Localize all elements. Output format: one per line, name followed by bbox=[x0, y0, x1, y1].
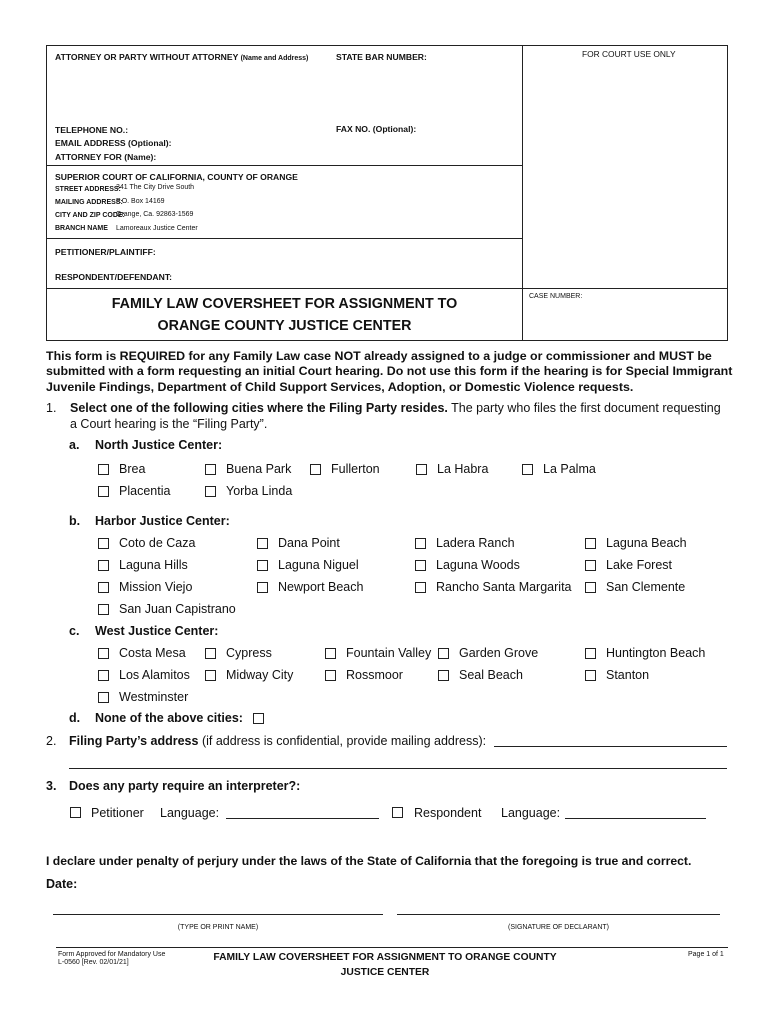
city-label-rancho-santa-margarita: Rancho Santa Margarita bbox=[436, 580, 572, 594]
petitioner-language-label: Language: bbox=[160, 806, 220, 820]
petitioner-checkbox[interactable] bbox=[70, 807, 81, 818]
checkbox-fullerton[interactable] bbox=[310, 464, 321, 475]
checkbox-brea[interactable] bbox=[98, 464, 109, 475]
city-label-ladera-ranch: Ladera Ranch bbox=[436, 536, 515, 550]
respondent-language-label: Language: bbox=[501, 806, 561, 820]
city-label-coto-de-caza: Coto de Caza bbox=[119, 536, 196, 550]
checkbox-laguna-beach[interactable] bbox=[585, 538, 596, 549]
checkbox-rancho-santa-margarita[interactable] bbox=[415, 582, 426, 593]
state-bar-label: STATE BAR NUMBER: bbox=[336, 52, 427, 62]
branch-label: BRANCH NAME bbox=[55, 225, 108, 232]
checkbox-placentia[interactable] bbox=[98, 486, 109, 497]
city-label-laguna-niguel: Laguna Niguel bbox=[278, 558, 359, 572]
city-label-newport-beach: Newport Beach bbox=[278, 580, 364, 594]
form-title-line-2: ORANGE COUNTY JUSTICE CENTER bbox=[157, 318, 412, 334]
respondent-label: RESPONDENT/DEFENDANT: bbox=[55, 272, 172, 282]
item2-bold-text: Filing Party’s address bbox=[69, 734, 199, 748]
attorney-for-label: ATTORNEY FOR (Name): bbox=[55, 152, 157, 162]
city-label-san-clemente: San Clemente bbox=[606, 580, 686, 594]
city-label-la-habra: La Habra bbox=[437, 462, 489, 476]
type-print-name-caption: (TYPE OR PRINT NAME) bbox=[177, 924, 259, 931]
street-value: 341 The City Drive South bbox=[116, 184, 195, 191]
item1d-letter: d. bbox=[69, 711, 81, 725]
checkbox-laguna-woods[interactable] bbox=[415, 560, 426, 571]
checkbox-huntington-beach[interactable] bbox=[585, 648, 596, 659]
item1-rest-text: The party who files the first document requesting bbox=[451, 401, 721, 415]
checkbox-mission-viejo[interactable] bbox=[98, 582, 109, 593]
signature-line[interactable] bbox=[397, 914, 720, 915]
city-label-san-juan-capistrano: San Juan Capistrano bbox=[119, 602, 236, 616]
item2-heading bbox=[69, 734, 486, 748]
signature-caption: (SIGNATURE OF DECLARANT) bbox=[508, 924, 609, 931]
checkbox-los-alamitos[interactable] bbox=[98, 670, 109, 681]
item1c-letter: c. bbox=[69, 624, 80, 638]
city-label-huntington-beach: Huntington Beach bbox=[606, 646, 706, 660]
checkbox-midway-city[interactable] bbox=[205, 670, 216, 681]
checkbox-cypress[interactable] bbox=[205, 648, 216, 659]
checkbox-san-clemente[interactable] bbox=[585, 582, 596, 593]
checkbox-laguna-hills[interactable] bbox=[98, 560, 109, 571]
checkbox-garden-grove[interactable] bbox=[438, 648, 449, 659]
city-label-placentia: Placentia bbox=[119, 484, 171, 498]
city-label-laguna-beach: Laguna Beach bbox=[606, 536, 687, 550]
checkbox-newport-beach[interactable] bbox=[257, 582, 268, 593]
branch-value: Lamoreaux Justice Center bbox=[116, 225, 198, 232]
checkbox-lake-forest[interactable] bbox=[585, 560, 596, 571]
checkbox-ladera-ranch[interactable] bbox=[415, 538, 426, 549]
item1-bold-text: Select one of the following cities where the Filing Party resides. bbox=[70, 401, 448, 415]
checkbox-fountain-valley[interactable] bbox=[325, 648, 336, 659]
checkbox-rossmoor[interactable] bbox=[325, 670, 336, 681]
item3-number: 3. bbox=[46, 779, 57, 793]
city-label-midway-city: Midway City bbox=[226, 668, 294, 682]
city-label-seal-beach: Seal Beach bbox=[459, 668, 523, 682]
item2-rest-text: (if address is confidential, provide mailing address): bbox=[201, 734, 487, 748]
none-of-above-label: None of the above cities: bbox=[95, 711, 243, 725]
street-label: STREET ADDRESS: bbox=[55, 186, 121, 193]
item1-line-2: a Court hearing is the “Filing Party”. bbox=[70, 417, 268, 431]
petitioner-label: PETITIONER/PLAINTIFF: bbox=[55, 247, 156, 257]
item1b-letter: b. bbox=[69, 514, 81, 528]
intro-line-3: Juvenile Findings, Department of Child Support Services, Adoption, or Domestic Violence requests. bbox=[46, 380, 634, 394]
checkbox-la-habra[interactable] bbox=[416, 464, 427, 475]
telephone-label: TELEPHONE NO.: bbox=[55, 125, 129, 135]
declaration-text: I declare under penalty of perjury under the laws of the State of California that the foregoing is true and correct. bbox=[46, 854, 692, 868]
checkbox-westminster[interactable] bbox=[98, 692, 109, 703]
attorney-sub-label: (Name and Address) bbox=[240, 55, 309, 62]
date-label: Date: bbox=[46, 877, 78, 891]
city-value: Orange, Ca. 92863-1569 bbox=[116, 211, 194, 218]
west-justice-center-title: West Justice Center: bbox=[95, 624, 219, 638]
city-label-cypress: Cypress bbox=[226, 646, 272, 660]
intro-line-2: submitted with a form requesting an initial Court hearing. Do not use this form if the hearing is for Special Immigrant bbox=[46, 364, 733, 378]
city-label-costa-mesa: Costa Mesa bbox=[119, 646, 186, 660]
form-number: L-0560 [Rev. 02/01/21] bbox=[58, 959, 129, 966]
city-label-rossmoor: Rossmoor bbox=[346, 668, 403, 682]
city-label-buena-park: Buena Park bbox=[226, 462, 292, 476]
mailing-label: MAILING ADDRESS: bbox=[55, 199, 123, 206]
item2-number: 2. bbox=[46, 734, 57, 748]
checkbox-la-palma[interactable] bbox=[522, 464, 533, 475]
checkbox-seal-beach[interactable] bbox=[438, 670, 449, 681]
city-label-fountain-valley: Fountain Valley bbox=[346, 646, 432, 660]
checkbox-coto-de-caza[interactable] bbox=[98, 538, 109, 549]
petitioner-label: Petitioner bbox=[91, 806, 144, 820]
checkbox-san-juan-capistrano[interactable] bbox=[98, 604, 109, 615]
city-label-la-palma: La Palma bbox=[543, 462, 596, 476]
footer-title-line-2: JUSTICE CENTER bbox=[340, 967, 430, 978]
city-label-stanton: Stanton bbox=[606, 668, 650, 682]
city-label-laguna-hills: Laguna Hills bbox=[119, 558, 188, 572]
case-number-label: CASE NUMBER: bbox=[529, 293, 583, 300]
city-label-garden-grove: Garden Grove bbox=[459, 646, 539, 660]
north-justice-center-title: North Justice Center: bbox=[95, 438, 223, 452]
city-label-brea: Brea bbox=[119, 462, 146, 476]
petitioner-language-field[interactable] bbox=[226, 818, 379, 819]
harbor-justice-center-title: Harbor Justice Center: bbox=[95, 514, 230, 528]
form-approved-text: Form Approved for Mandatory Use bbox=[58, 951, 166, 958]
checkbox-stanton[interactable] bbox=[585, 670, 596, 681]
mailing-value: P.O. Box 14169 bbox=[116, 198, 165, 205]
attorney-label-text: ATTORNEY OR PARTY WITHOUT ATTORNEY bbox=[55, 52, 239, 62]
checkbox-yorba-linda[interactable] bbox=[205, 486, 216, 497]
city-label-mission-viejo: Mission Viejo bbox=[119, 580, 193, 594]
form-title-line-1: FAMILY LAW COVERSHEET FOR ASSIGNMENT TO bbox=[111, 296, 458, 312]
city-label: CITY AND ZIP CODE: bbox=[55, 212, 125, 219]
city-label-lake-forest: Lake Forest bbox=[606, 558, 673, 572]
filing-address-line-2[interactable] bbox=[69, 768, 727, 769]
city-label-laguna-woods: Laguna Woods bbox=[436, 558, 520, 572]
item1-number: 1. bbox=[46, 401, 57, 415]
none-of-above-checkbox[interactable] bbox=[253, 713, 264, 724]
checkbox-buena-park[interactable] bbox=[205, 464, 216, 475]
respondent-label: Respondent bbox=[414, 806, 482, 820]
checkbox-laguna-niguel[interactable] bbox=[257, 560, 268, 571]
page-number: Page 1 of 1 bbox=[688, 951, 724, 958]
respondent-language-field[interactable] bbox=[565, 818, 706, 819]
footer-rule bbox=[56, 947, 728, 948]
item1a-letter: a. bbox=[69, 438, 80, 452]
item3-heading: Does any party require an interpreter?: bbox=[69, 779, 301, 793]
city-label-westminster: Westminster bbox=[119, 690, 189, 704]
city-label-yorba-linda: Yorba Linda bbox=[226, 484, 293, 498]
city-label-los-alamitos: Los Alamitos bbox=[119, 668, 190, 682]
item1-heading bbox=[70, 401, 721, 415]
respondent-checkbox[interactable] bbox=[392, 807, 403, 818]
footer-title-line-1: FAMILY LAW COVERSHEET FOR ASSIGNMENT TO ORANGE COUNTY bbox=[213, 952, 557, 963]
email-label: EMAIL ADDRESS (Optional): bbox=[55, 138, 172, 148]
city-label-dana-point: Dana Point bbox=[278, 536, 340, 550]
checkbox-dana-point[interactable] bbox=[257, 538, 268, 549]
print-name-line[interactable] bbox=[53, 914, 383, 915]
checkbox-costa-mesa[interactable] bbox=[98, 648, 109, 659]
court-use-label: FOR COURT USE ONLY bbox=[582, 49, 676, 59]
intro-line-1: This form is REQUIRED for any Family Law case NOT already assigned to a judge or commissioner and MUST be bbox=[46, 349, 712, 363]
filing-address-line-1[interactable] bbox=[494, 746, 727, 747]
court-title: SUPERIOR COURT OF CALIFORNIA, COUNTY OF ORANGE bbox=[55, 172, 298, 182]
fax-label: FAX NO. (Optional): bbox=[336, 124, 417, 134]
city-label-fullerton: Fullerton bbox=[331, 462, 380, 476]
attorney-label bbox=[55, 52, 308, 62]
